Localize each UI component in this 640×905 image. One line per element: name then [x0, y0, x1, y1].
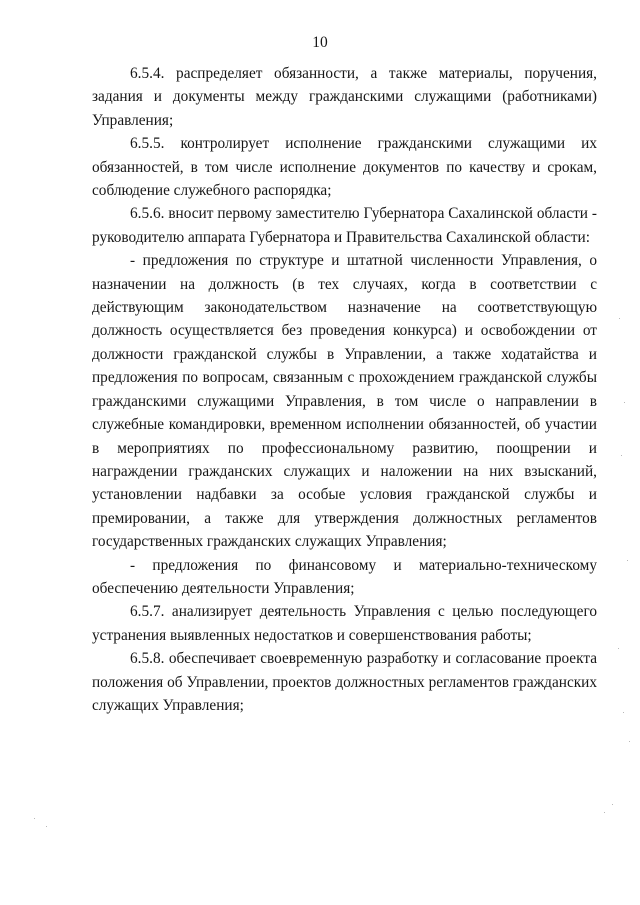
paragraph-6-5-7: 6.5.7. анализирует деятельность Управления с целью последующего устранения выявленных недостатков и совершенствования работы;: [92, 603, 597, 644]
paragraph-6-5-6: 6.5.6. вносит первому заместителю Губернатора Сахалинской области - руководителю аппарата Губернатора и Правительства Сахалинской области:: [92, 205, 597, 246]
paragraph-6-5-5: 6.5.5. контролирует исполнение гражданскими служащими их обязанностей, в том числе исполнение документов по качеству и срокам, соблюдение служебного распорядка;: [92, 135, 597, 200]
document-body: [92, 62, 597, 717]
page-number: 10: [312, 34, 328, 51]
paragraph-6-5-4: 6.5.4. распределяет обязанности, а также материалы, поручения, задания и документы между гражданскими служащими (работниками) Управления;: [92, 65, 597, 129]
paragraph-6-5-8: 6.5.8. обеспечивает своевременную разработку и согласование проекта положения об Управлении, проектов должностных регламентов гражданских служащих Управления;: [92, 650, 597, 714]
paragraph-proposals-structure: - предложения по структуре и штатной численности Управления, о назначении на должность (в тех случаях, когда в соответствии с действующим законодательством назначение на соответствующую должность осуществляется без проведения конкурса) и освобождении от должности гражданской службы в Управлении, а также ходатайства и предложения по вопросам, связанным с прохождением гражданской службы гражданскими служащими Управления, в том числе о направлении в служебные командировки, временном исполнении обязанностей, об участии в мероприятиях по профессиональному развитию, поощрении и награждении гражданских служащих и наложении на них взысканий, установлении надбавки за особые условия гражданской службы и премировании, а также для утверждения должностных регламентов государственных гражданских служащих Управления;: [92, 252, 597, 551]
paragraph-proposals-finance: - предложения по финансовому и материально-техническому обеспечению деятельности Управления;: [92, 556, 597, 597]
